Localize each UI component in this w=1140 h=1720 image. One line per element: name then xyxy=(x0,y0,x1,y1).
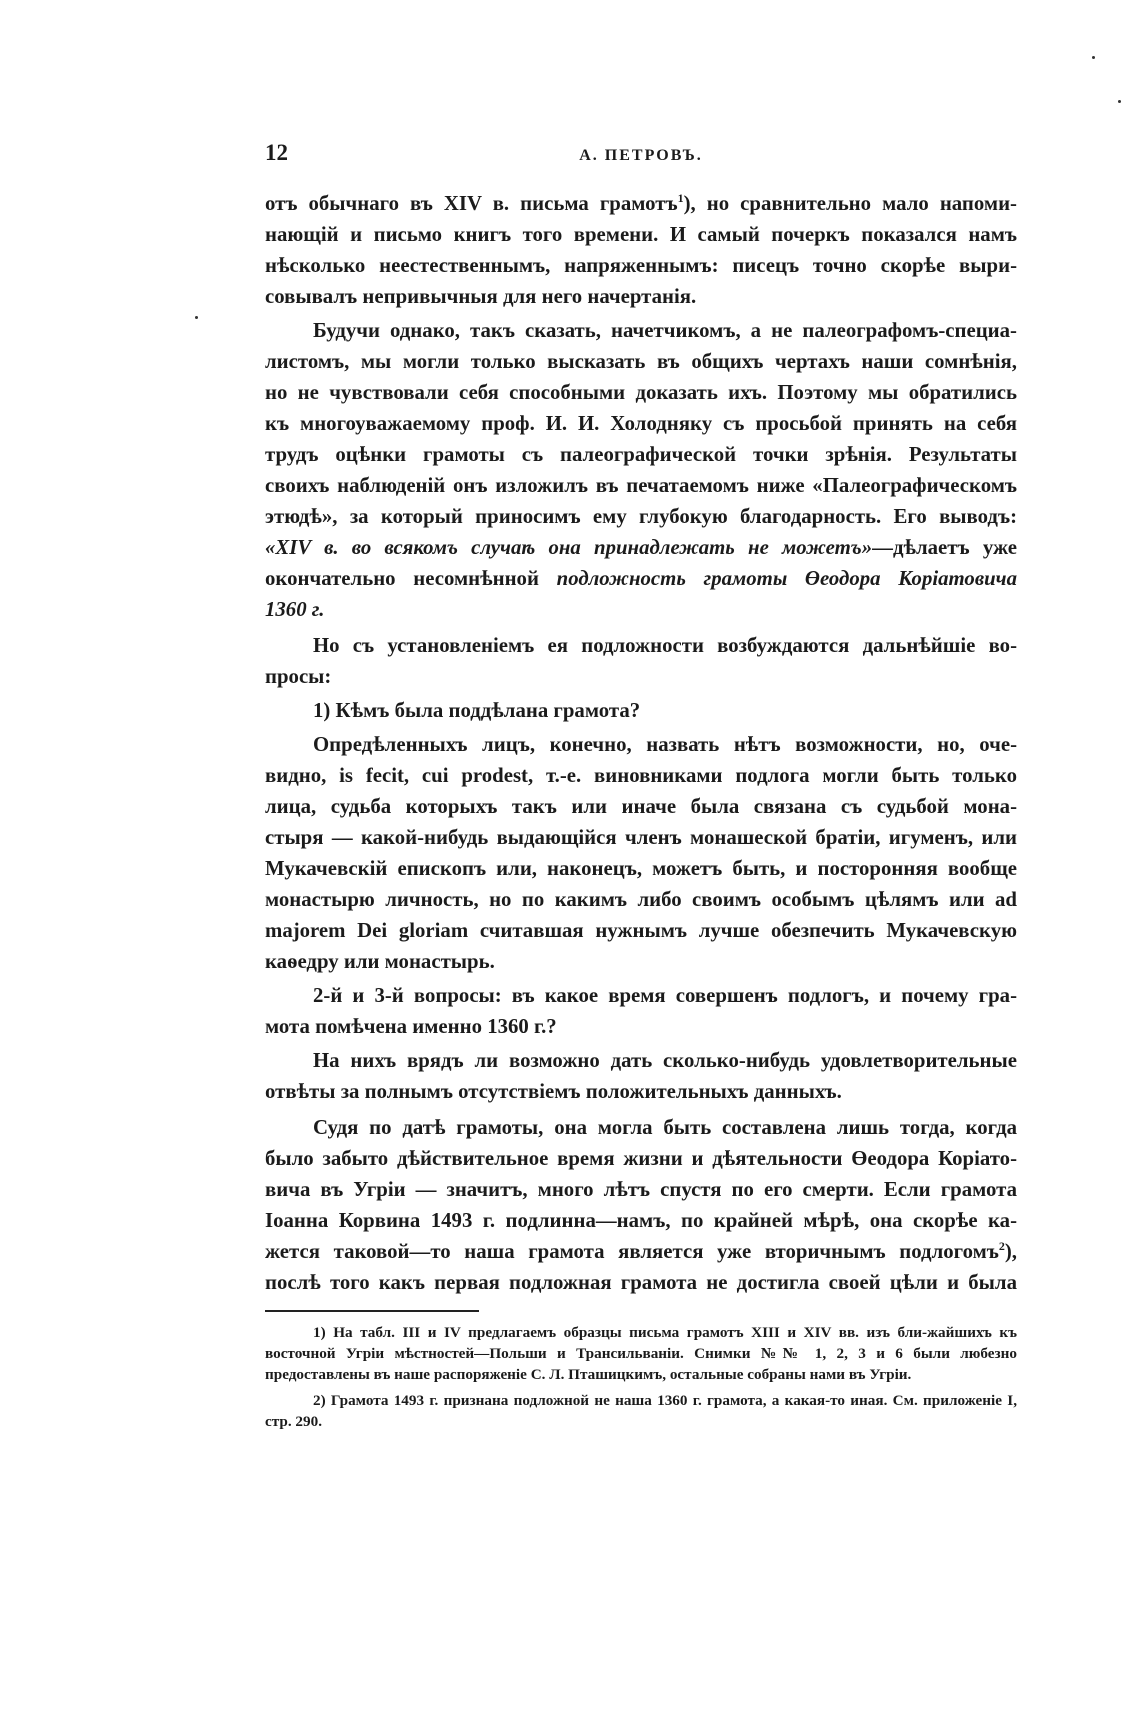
body-line: Мукачевскій епископъ или, наконецъ, можетъ быть, и посторонняя вообще xyxy=(265,857,1017,880)
footnote-ref: 1 xyxy=(677,191,684,206)
scan-speck xyxy=(1092,56,1095,59)
footnote-1: 1) На табл. III и IV предлагаемъ образцы письма грамотъ XIII и XIV вв. изъ бли-жайшихъ къ восточной Угріи мѣстностей—Польши и Трансильваніи. Снимки №№ 1, 2, 3 и 6 были любезно предоставлены въ наше распоряженіе С. Л. Пташицкимъ, остальные собраны нами въ Угріи. xyxy=(265,1324,1017,1383)
body-line: своихъ наблюденій онъ изложилъ въ печатаемомъ ниже «Палеографическомъ xyxy=(265,474,1017,497)
body-line: Судя по датѣ грамоты, она могла быть составлена лишь тогда, когда xyxy=(313,1116,1017,1139)
body-line: «XIV в. во всякомъ случаѣ она принадлежать не можетъ»—дѣлаетъ уже xyxy=(265,536,1017,559)
footnote-2: 2) Грамота 1493 г. признана подложной не наша 1360 г. грамота, а какая-то иная. См. приложеніе I, стр. 290. xyxy=(265,1392,1017,1430)
body-line: majorem Dei gloriam считавшая нужнымъ лучше обезпечить Мукачевскую xyxy=(265,919,1017,942)
body-line: отъ обычнаго въ XIV в. письма грамотъ$^1$), но сравнительно мало напоми- xyxy=(265,191,1017,215)
body-line: Опредѣленныхъ лицъ, конечно, назвать нѣтъ возможности, но, оче- xyxy=(313,733,1017,756)
body-line: стыря — какой-нибудь выдающійся членъ монашеской братіи, игуменъ, или xyxy=(265,826,1017,849)
body-line: 1360 г. xyxy=(265,598,325,621)
page-header xyxy=(265,140,1017,166)
body-line: Будучи однако, такъ сказать, начетчикомъ, а не палеографомъ-специа- xyxy=(313,319,1017,342)
quoted-conclusion: «XIV в. во всякомъ случаѣ она принадлежать не можетъ» xyxy=(265,536,873,559)
body-line: монастырю личность, но по какимъ либо своимъ особымъ цѣлямъ или ad xyxy=(265,888,1017,911)
scan-speck xyxy=(195,316,198,319)
body-line: трудъ оцѣнки грамоты съ палеографической точки зрѣнія. Результаты xyxy=(265,443,1017,466)
page-content xyxy=(265,140,1017,1432)
body-line: жется таковой—то наша грамота является уже вторичнымъ подлогомъ$^2$), xyxy=(265,1239,1017,1263)
body-line: просы: xyxy=(265,665,332,688)
body-line: видно, is fecit, cui prodest, т.-е. виновниками подлога могли быть только xyxy=(265,764,1017,787)
body-line: На нихъ врядъ ли возможно дать сколько-нибудь удовлетворительные xyxy=(313,1049,1017,1072)
body-line: 2-й и 3-й вопросы: въ какое время совершенъ подлогъ, и почему гра- xyxy=(313,984,1017,1007)
question-heading: 1) Кѣмъ была поддѣлана грамота? xyxy=(313,699,641,722)
body-line: Но съ установленіемъ ея подложности возбуждаются дальнѣйшіе во- xyxy=(313,634,1017,657)
running-head: А. ПЕТРОВЪ. xyxy=(579,147,703,164)
footnotes xyxy=(265,1322,1017,1432)
body-line: Іоанна Корвина 1493 г. подлинна—намъ, по крайней мѣрѣ, она скорѣе ка- xyxy=(265,1209,1017,1232)
body-line: листомъ, мы могли только высказать въ общихъ чертахъ наши сомнѣнія, xyxy=(265,350,1017,373)
body-line: нѣсколько неестественнымъ, напряженнымъ: писецъ точно скорѣе выри- xyxy=(265,254,1017,277)
body-line: но не чувствовали себя способными доказать ихъ. Поэтому мы обратились xyxy=(265,381,1017,404)
body-line: этюдѣ», за который приносимъ ему глубокую благодарность. Его выводъ: xyxy=(265,505,1017,528)
body-line: лица, судьба которыхъ такъ или иначе была связана съ судьбой мона- xyxy=(265,795,1017,818)
page-number: 12 xyxy=(265,140,288,165)
body-line: нающій и письмо книгъ того времени. И самый почеркъ показался намъ xyxy=(265,223,1017,246)
body-text xyxy=(265,188,1017,1298)
emphasis: подложность грамоты Өеодора Коріатовича xyxy=(556,567,1017,590)
body-line: вича въ Угріи — значитъ, много лѣтъ спустя по его смерти. Если грамота xyxy=(265,1178,1017,1201)
scan-speck xyxy=(1118,100,1121,103)
body-line: совывалъ непривычныя для него начертанія. xyxy=(265,285,697,308)
body-line: къ многоуважаемому проф. И. И. Холодняку съ просьбой принять на себя xyxy=(265,412,1017,435)
body-line: послѣ того какъ первая подложная грамота не достигла своей цѣли и была xyxy=(265,1271,1017,1294)
footnote-rule xyxy=(265,1310,479,1312)
footnote-ref: 2 xyxy=(998,1239,1005,1254)
body-line: каѳедру или монастырь. xyxy=(265,950,495,973)
body-line: окончательно несомнѣнной подложность грамоты Өеодора Коріатовича xyxy=(265,567,1017,590)
body-line: было забыто дѣйствительное время жизни и дѣятельности Өеодора Коріато- xyxy=(265,1147,1017,1170)
body-line: отвѣты за полнымъ отсутствіемъ положительныхъ данныхъ. xyxy=(265,1080,842,1103)
body-line: мота помѣчена именно 1360 г.? xyxy=(265,1015,557,1038)
